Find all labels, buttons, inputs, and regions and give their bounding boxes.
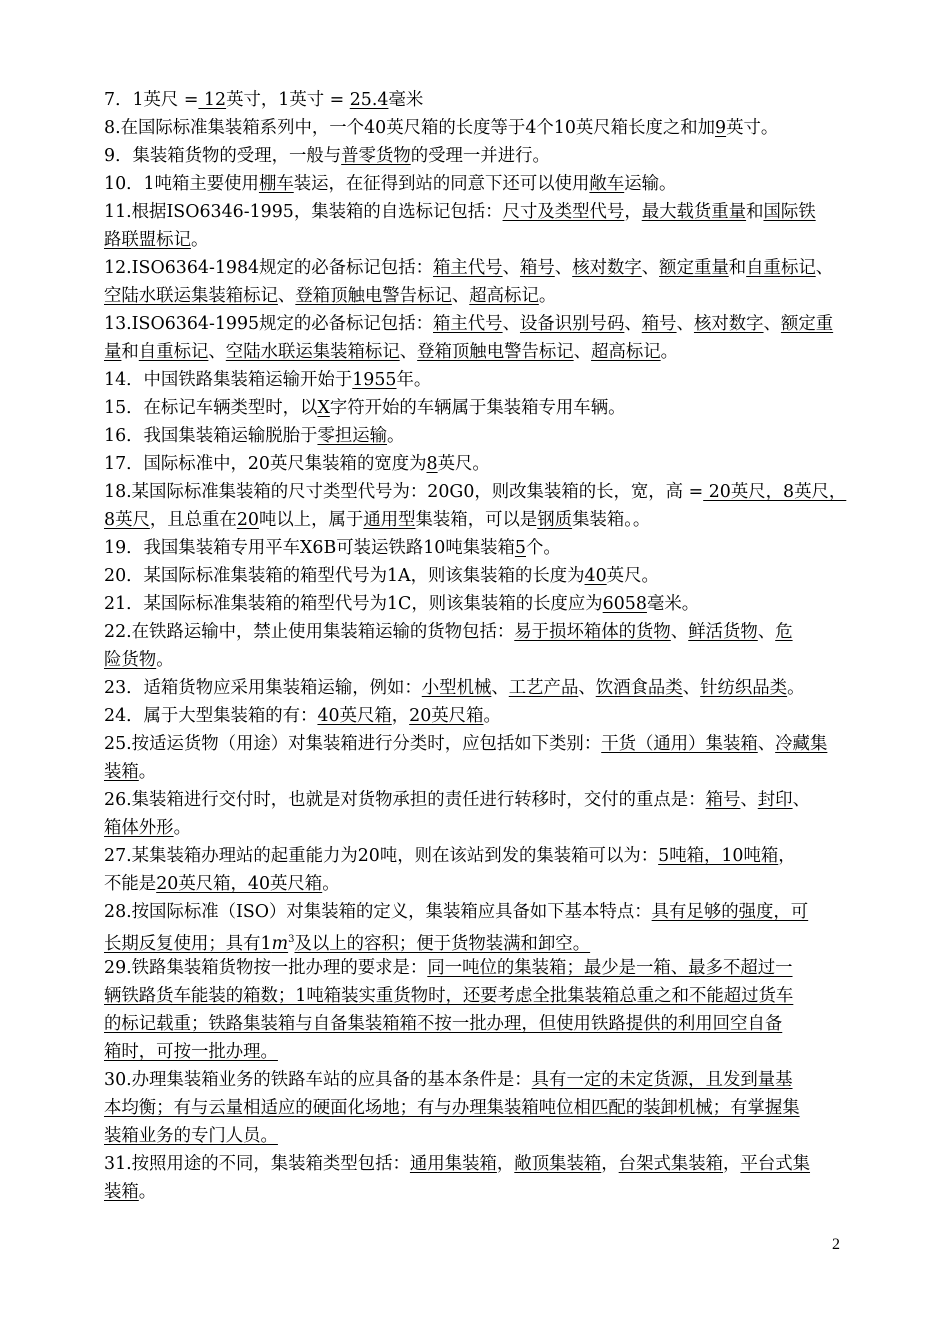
answer-text: 敞顶集装箱 [514,1154,602,1174]
question-text: 、 [573,342,592,362]
answer-text: 自重标记 [746,258,816,278]
question-text: 运输。 [624,174,677,194]
question-text: 。 [538,286,557,306]
question-text: 和 [121,342,139,362]
answer-text: 登箱顶触电警告标记 [295,286,452,306]
question-text: 13.ISO6364-1995规定的必备标记包括： [104,314,433,334]
text-line [104,170,850,198]
question-text: 、 [815,258,834,278]
question-text: 22.在铁路运输中，禁止使用集装箱运输的货物包括： [104,622,515,642]
question-text: 12.ISO6364-1984规定的必备标记包括： [104,258,433,278]
text-line [104,870,850,898]
question-text: 29.铁路集装箱货物按一批办理的要求是： [104,958,428,978]
answer-text: 5吨箱，10吨箱 [658,846,779,866]
text-line [104,226,850,254]
question-text: 英寸，1英寸 = [226,90,350,110]
answer-text: 20 [236,510,259,530]
answer-text: 国际铁 [763,202,816,222]
answer-text: 路联盟标记 [104,230,191,250]
question-text: ， [601,1154,619,1174]
answer-text: 钢质 [537,510,573,530]
question-text: 。 [138,762,157,782]
text-line [104,814,850,842]
question-text: 8.在国际标准集装箱系列中，一个40英尺箱的长度等于4个10英尺箱长度之和加 [104,118,716,138]
question-text: ， [624,202,642,222]
text-line [104,1178,850,1206]
question-text: 、 [641,258,660,278]
question-text: 。 [387,426,405,446]
answer-text: 25.4 [349,90,389,110]
text-line [104,506,850,534]
text-line [104,982,850,1010]
answer-text: 干货（通用）集装箱 [601,734,758,754]
question-text: 、 [554,258,573,278]
text-line [104,842,850,870]
answer-text: 普零货物 [341,146,411,166]
question-text: 集装箱。。 [572,510,651,530]
question-text: 。 [173,818,191,838]
text-line [104,1010,850,1038]
text-line [104,198,850,226]
question-text: 装运，在征得到站的同意下还可以使用 [293,174,590,194]
question-text: 和 [746,202,764,222]
question-text: 、 [451,286,470,306]
question-text: 24．属于大型集装箱的有： [104,706,318,726]
question-text: 、 [277,286,296,306]
question-text: 10．1吨箱主要使用 [104,174,259,194]
answer-text: 40英尺箱 [317,706,392,726]
answer-text: 最大载货重量 [641,202,747,222]
text-line [104,478,850,506]
answer-text: 辆铁路货车能装的箱数；1吨箱装实重货物时，还要考虑全批集装箱总重之和不能超过货车 [104,986,794,1006]
text-line [104,786,850,814]
answer-text: 装箱 [104,1182,139,1202]
page-number: 2 [832,1236,840,1253]
text-line [104,618,850,646]
question-text: 17．国际标准中，20英尺集装箱的宽度为 [104,454,427,474]
question-text: 19．我国集装箱专用平车X6B可装运铁路10吨集装箱 [104,538,515,558]
answer-text: 箱号 [641,314,677,334]
answer-text: 登箱顶触电警告标记 [417,342,574,362]
question-text: 、 [757,622,776,642]
question-text: 。 [787,678,805,698]
text-line [104,1150,850,1178]
answer-text: 箱体外形 [104,818,174,838]
text-line [104,702,850,730]
text-line [104,366,850,394]
answer-text: 设备识别号码 [519,314,625,334]
question-text: 23．适箱货物应采用集装箱运输，例如： [104,678,422,698]
superscript: 3 [288,934,295,945]
question-text: 。 [322,874,340,894]
question-text: 、 [399,342,418,362]
answer-text: 同一吨位的集装箱；最少是一箱、最多不超过一 [427,958,793,978]
answer-text: 12 [198,90,227,110]
answer-text: 箱主代号 [433,258,503,278]
question-text: 16．我国集装箱运输脱胎于 [104,426,318,446]
text-line [104,1038,850,1066]
answer-text: 通用集装箱 [409,1154,497,1174]
text-line [104,954,850,982]
question-text: 9．集装箱货物的受理，一般与 [104,146,342,166]
answer-text: 空陆水联运集装箱标记 [225,342,400,362]
question-text: 、 [676,314,694,334]
text-line [104,646,850,674]
answer-text: 台架式集装箱 [618,1154,724,1174]
answer-text: 箱主代号 [433,314,503,334]
answer-text: 具有一定的未定货源，且发到量基 [531,1070,793,1090]
question-text: 25.按适运货物（用途）对集装箱进行分类时，应包括如下类别： [104,734,602,754]
answer-text: 超高标记 [591,342,661,362]
answer-text: 尺寸及类型代号 [502,202,625,222]
answer-text: 长期反复使用；具有1 [104,933,272,954]
question-text: 毫米 [388,90,424,110]
answer-text: 核对数字 [572,258,642,278]
question-text: ， [391,706,410,726]
text-line [104,338,850,366]
answer-text: 针纺织品类 [700,678,788,698]
answer-text: 危 [775,622,793,642]
answer-text: 自重标记 [138,342,209,362]
question-text: 。 [138,1182,157,1202]
question-text: ， [778,846,796,866]
text-line [104,254,850,282]
question-text: 、 [624,314,642,334]
answer-text: 量 [104,342,122,362]
answer-text: 冷藏集 [775,734,828,754]
question-text: 31.按照用途的不同，集装箱类型包括： [104,1154,410,1174]
question-text: 英寸。 [726,118,779,138]
question-text: 、 [502,314,520,334]
answer-text: 1955 [352,370,397,390]
answer-text: 核对数字 [693,314,764,334]
answer-text: 5 [514,538,526,558]
question-text: 14．中国铁路集装箱运输开始于 [104,370,353,390]
answer-text: 超高标记 [469,286,539,306]
answer-text: 敞车 [589,174,625,194]
question-list [104,86,850,1206]
text-line [104,282,850,310]
answer-text: 零担运输 [317,426,388,446]
question-text: 30.办理集装箱业务的铁路车站的应具备的基本条件是： [104,1070,532,1090]
question-text: 、 [578,678,596,698]
answer-text: 通用型 [363,510,416,530]
question-text: 21．某国际标准集装箱的箱型代号为1C，则该集装箱的长度应为 [104,594,603,614]
answer-text: 40 [584,566,607,586]
question-text: 、 [740,790,758,810]
text-line [104,1094,850,1122]
answer-text: 箱号 [519,258,555,278]
answer-text: 小型机械 [421,678,492,698]
text-line [104,394,850,422]
answer-text: 装箱业务的专门人员。 [104,1126,278,1146]
text-line [104,758,850,786]
answer-text: 额定重量 [659,258,729,278]
question-text: 、 [757,734,776,754]
question-text: 年。 [396,370,432,390]
answer-text: 额定重 [780,314,834,334]
answer-text: 9 [715,118,727,138]
answer-text: 鲜活货物 [688,622,758,642]
question-text: 、 [682,678,701,698]
answer-text: 平台式集 [740,1154,811,1174]
question-text: 集装箱，可以是 [415,510,538,530]
question-text: 和 [728,258,747,278]
question-text: 18.某国际标准集装箱的尺寸类型代号为：20G0，则改集装箱的长，宽，高 = [104,482,704,502]
answer-text: 箱号 [705,790,741,810]
text-line [104,1122,850,1150]
question-text: ， [496,1154,515,1174]
answer-text: 易于损坏箱体的货物 [514,622,671,642]
text-line [104,450,850,478]
question-text: 字符开始的车辆属于集装箱专用车辆。 [329,398,626,418]
answer-text: 20英尺箱 [409,706,484,726]
answer-text: 箱时，可按一批办理。 [104,1042,278,1062]
answer-text: 饮酒食品类 [595,678,683,698]
question-text: 个。 [526,538,561,558]
answer-text: 6058 [602,594,647,614]
question-text: 7．1英尺 = [104,90,199,110]
answer-text: 空陆水联运集装箱标记 [104,286,278,306]
answer-text: 8英尺 [104,510,150,530]
question-text: 、 [208,342,226,362]
question-text: 。 [156,650,174,670]
answer-text: 工艺产品 [508,678,579,698]
question-text: 不能是 [104,874,157,894]
question-text: 、 [670,622,689,642]
answer-text: m [271,933,289,954]
text-line [104,590,850,618]
text-line [104,86,850,114]
answer-text: 棚车 [258,174,294,194]
question-text: 、 [792,790,810,810]
question-text: 26.集装箱进行交付时，也就是对货物承担的责任进行转移时，交付的重点是： [104,790,706,810]
question-text: 英尺。 [437,454,490,474]
answer-text: 8 [426,454,438,474]
text-line [104,534,850,562]
question-text: 的受理一并进行。 [410,146,550,166]
answer-text: 装箱 [104,762,139,782]
question-text: 27.某集装箱办理站的起重能力为20吨，则在该站到发的集装箱可以为： [104,846,659,866]
text-line [104,926,850,954]
answer-text: 险货物 [104,650,157,670]
answer-text: 本均衡；有与云量相适应的硬面化场地；有与办理集装箱吨位相匹配的装卸机械；有掌握集 [104,1098,800,1118]
text-line [104,1066,850,1094]
question-text: 15．在标记车辆类型时，以 [104,398,318,418]
text-line [104,898,850,926]
question-text: 毫米。 [646,594,700,614]
answer-text: 及以上的容积；便于货物装满和卸空。 [294,933,591,954]
question-text: 。 [483,706,501,726]
answer-text: X [317,398,330,418]
question-text: 、 [763,314,781,334]
answer-text: 的标记载重；铁路集装箱与自备集装箱箱不按一批办理，但使用铁路提供的利用回空自备 [104,1014,783,1034]
question-text: ，且总重在 [149,510,237,530]
answer-text: 20英尺箱，40英尺箱 [156,874,323,894]
question-text: 。 [660,342,679,362]
question-text: 11.根据ISO6346-1995，集装箱的自选标记包括： [104,202,503,222]
answer-text: 具有足够的强度，可 [651,902,809,922]
question-text: 吨以上，属于 [258,510,364,530]
text-line [104,730,850,758]
text-line [104,562,850,590]
question-text: 英尺。 [606,566,659,586]
question-text: 28.按国际标准（ISO）对集装箱的定义，集装箱应具备如下基本特点： [104,902,652,922]
question-text: 、 [491,678,509,698]
question-text: 20．某国际标准集装箱的箱型代号为1A，则该集装箱的长度为 [104,566,585,586]
question-text: 。 [190,230,209,250]
text-line [104,674,850,702]
text-line [104,114,850,142]
answer-text: 封印 [757,790,793,810]
text-line [104,142,850,170]
answer-text: 20英尺，8英尺， [703,482,847,502]
question-text: ， [723,1154,741,1174]
text-line [104,310,850,338]
text-line [104,422,850,450]
question-text: 、 [502,258,520,278]
